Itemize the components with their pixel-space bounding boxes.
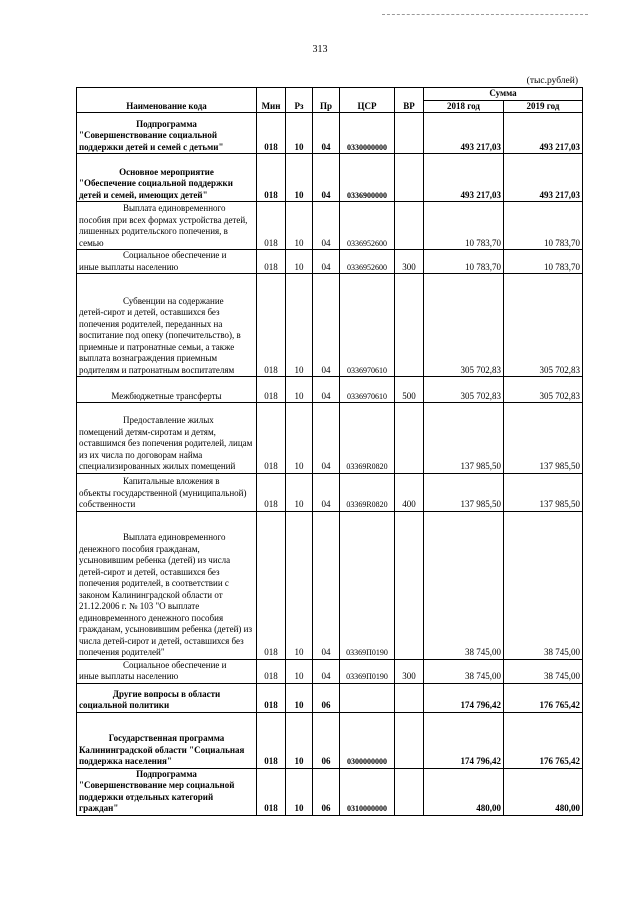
row-name-first-line: Другие вопросы в области bbox=[112, 688, 221, 699]
table-row bbox=[77, 113, 583, 154]
cell-rz: 10 bbox=[286, 473, 313, 511]
cell-vr bbox=[395, 274, 424, 377]
header-2019: 2019 год bbox=[504, 100, 583, 113]
cell-min: 018 bbox=[257, 712, 286, 768]
row-name-cell bbox=[77, 377, 257, 403]
cell-csr: 03369П0190 bbox=[340, 659, 395, 683]
cell-vr bbox=[395, 403, 424, 474]
cell-min: 018 bbox=[257, 113, 286, 154]
units-label: (тыс.рублей) bbox=[526, 76, 578, 86]
cell-min: 018 bbox=[257, 473, 286, 511]
cell-rz: 10 bbox=[286, 768, 313, 815]
cell-pr: 04 bbox=[313, 202, 340, 250]
cell-y2018: 305 702,83 bbox=[424, 274, 504, 377]
cell-pr: 04 bbox=[313, 113, 340, 154]
cell-y2018: 10 783,70 bbox=[424, 250, 504, 274]
cell-y2019: 137 985,50 bbox=[504, 473, 583, 511]
row-name-cell bbox=[77, 659, 257, 683]
row-name-rest: иные выплаты населению bbox=[79, 261, 179, 272]
row-name-cell bbox=[77, 712, 257, 768]
row-name-cell bbox=[77, 511, 257, 659]
cell-csr: 0300000000 bbox=[340, 712, 395, 768]
table-row bbox=[77, 712, 583, 768]
cell-min: 018 bbox=[257, 403, 286, 474]
row-name-cell bbox=[77, 403, 257, 474]
cell-csr: 03369R0820 bbox=[340, 473, 395, 511]
cell-min: 018 bbox=[257, 768, 286, 815]
row-name-rest: объекты государственной (муниципальной) собственности bbox=[79, 487, 247, 509]
cell-pr: 04 bbox=[313, 403, 340, 474]
row-name-first-line: Межбюджетные трансферты bbox=[111, 390, 222, 401]
cell-y2018: 137 985,50 bbox=[424, 473, 504, 511]
header-vr: ВР bbox=[395, 88, 424, 113]
cell-min: 018 bbox=[257, 683, 286, 712]
cell-vr bbox=[395, 113, 424, 154]
cell-pr: 06 bbox=[313, 768, 340, 815]
row-name-cell bbox=[77, 202, 257, 250]
top-dashed-line bbox=[382, 14, 588, 15]
cell-min: 018 bbox=[257, 202, 286, 250]
row-name-rest: Калининградской области "Социальная поддержка населения" bbox=[79, 744, 245, 766]
cell-rz: 10 bbox=[286, 250, 313, 274]
cell-csr: 0336952600 bbox=[340, 250, 395, 274]
row-name-rest: денежного пособия гражданам, усыновившим ребенка (детей) из числа детей-сирот и детей, оставшихся без попечения родителей, в соответствии с законом Калининградской области от 21.12.2006 г. № 103 "О выплате единовременного денежного пособия гражданам, усыновившим ребенка (детей) из числа детей-сирот и детей, оставшихся без попечения родителей" bbox=[79, 543, 253, 657]
table-row bbox=[77, 768, 583, 815]
cell-vr bbox=[395, 202, 424, 250]
cell-y2019: 38 745,00 bbox=[504, 511, 583, 659]
cell-vr bbox=[395, 511, 424, 659]
row-name-cell bbox=[77, 113, 257, 154]
row-name-first-line: Социальное обеспечение и bbox=[123, 250, 227, 260]
row-name-rest: "Совершенствование социальной поддержки детей и семей с детьми" bbox=[79, 130, 224, 152]
cell-pr: 04 bbox=[313, 154, 340, 202]
cell-csr: 0336970610 bbox=[340, 274, 395, 377]
cell-y2018: 493 217,03 bbox=[424, 113, 504, 154]
row-name-cell bbox=[77, 250, 257, 274]
cell-y2018: 38 745,00 bbox=[424, 659, 504, 683]
cell-y2018: 10 783,70 bbox=[424, 202, 504, 250]
cell-y2018: 174 796,42 bbox=[424, 683, 504, 712]
row-name-rest: детей-сирот и детей, оставшихся без попечения родителей, переданных на воспитание под опеку (попечительство), в приемные и патронатные семьи, а также выплата вознаграждения приемным родителям и патронатным воспитателям bbox=[79, 307, 241, 375]
cell-vr bbox=[395, 768, 424, 815]
cell-y2018: 480,00 bbox=[424, 768, 504, 815]
cell-min: 018 bbox=[257, 250, 286, 274]
cell-csr: 0330000000 bbox=[340, 113, 395, 154]
cell-rz: 10 bbox=[286, 683, 313, 712]
cell-pr: 06 bbox=[313, 683, 340, 712]
row-name-first-line: Государственная программа bbox=[108, 733, 225, 743]
cell-vr bbox=[395, 683, 424, 712]
row-name-rest: иные выплаты населению bbox=[79, 671, 179, 681]
cell-rz: 10 bbox=[286, 202, 313, 250]
cell-vr bbox=[395, 712, 424, 768]
table-row bbox=[77, 250, 583, 274]
row-name-first-line: Выплата единовременного bbox=[123, 203, 226, 213]
row-name-cell bbox=[77, 274, 257, 377]
cell-y2019: 10 783,70 bbox=[504, 202, 583, 250]
header-sum: Сумма bbox=[424, 88, 583, 101]
cell-y2019: 493 217,03 bbox=[504, 154, 583, 202]
header-csr: ЦСР bbox=[340, 88, 395, 113]
cell-vr: 500 bbox=[395, 377, 424, 403]
cell-min: 018 bbox=[257, 377, 286, 403]
cell-y2019: 480,00 bbox=[504, 768, 583, 815]
header-min: Мин bbox=[257, 88, 286, 113]
cell-min: 018 bbox=[257, 154, 286, 202]
row-name-first-line: Выплата единовременного bbox=[123, 532, 226, 542]
row-name-cell bbox=[77, 683, 257, 712]
row-name-cell bbox=[77, 154, 257, 202]
cell-y2019: 305 702,83 bbox=[504, 274, 583, 377]
cell-y2019: 38 745,00 bbox=[504, 659, 583, 683]
cell-pr: 06 bbox=[313, 712, 340, 768]
cell-y2019: 176 765,42 bbox=[504, 683, 583, 712]
cell-y2019: 493 217,03 bbox=[504, 113, 583, 154]
cell-pr: 04 bbox=[313, 473, 340, 511]
table-row bbox=[77, 154, 583, 202]
page-number: 313 bbox=[312, 44, 328, 55]
cell-csr: 03369R0820 bbox=[340, 403, 395, 474]
row-name-rest: пособия при всех формах устройства детей, лишенных родительского попечения, в семью bbox=[79, 214, 248, 248]
cell-rz: 10 bbox=[286, 113, 313, 154]
cell-csr: 0336970610 bbox=[340, 377, 395, 403]
cell-csr: 0310000000 bbox=[340, 768, 395, 815]
table-row bbox=[77, 473, 583, 511]
cell-vr bbox=[395, 154, 424, 202]
row-name-first-line: Предоставление жилых bbox=[123, 415, 214, 425]
table-row bbox=[77, 202, 583, 250]
cell-csr bbox=[340, 683, 395, 712]
cell-min: 018 bbox=[257, 659, 286, 683]
cell-y2019: 10 783,70 bbox=[504, 250, 583, 274]
cell-csr: 0336900000 bbox=[340, 154, 395, 202]
row-name-rest: помещений детям-сиротам и детям, оставшимся без попечения родителей, лицам из их числа по договорам найма специализированных жилых помещений bbox=[79, 426, 253, 471]
cell-min: 018 bbox=[257, 274, 286, 377]
row-name-cell bbox=[77, 768, 257, 815]
cell-rz: 10 bbox=[286, 377, 313, 403]
row-name-first-line: Основное мероприятие bbox=[119, 166, 214, 177]
cell-rz: 10 bbox=[286, 659, 313, 683]
cell-rz: 10 bbox=[286, 511, 313, 659]
cell-y2018: 38 745,00 bbox=[424, 511, 504, 659]
row-name-cell bbox=[77, 473, 257, 511]
cell-csr: 03369П0190 bbox=[340, 511, 395, 659]
cell-rz: 10 bbox=[286, 154, 313, 202]
table-row bbox=[77, 403, 583, 474]
header-name: Наименование кода bbox=[77, 88, 257, 113]
cell-rz: 10 bbox=[286, 274, 313, 377]
header-2018: 2018 год bbox=[424, 100, 504, 113]
row-name-first-line: Капитальные вложения в bbox=[123, 476, 220, 486]
header-rz: Рз bbox=[286, 88, 313, 113]
row-name-first-line: Подпрограмма bbox=[136, 768, 197, 779]
cell-pr: 04 bbox=[313, 250, 340, 274]
cell-min: 018 bbox=[257, 511, 286, 659]
cell-y2018: 493 217,03 bbox=[424, 154, 504, 202]
cell-pr: 04 bbox=[313, 274, 340, 377]
budget-table bbox=[76, 87, 583, 816]
cell-rz: 10 bbox=[286, 712, 313, 768]
row-name-first-line: Социальное обеспечение и bbox=[123, 659, 227, 670]
row-name-rest: социальной политики bbox=[79, 700, 170, 710]
row-name-first-line: Подпрограмма bbox=[136, 118, 197, 129]
table-row bbox=[77, 274, 583, 377]
cell-y2018: 137 985,50 bbox=[424, 403, 504, 474]
table-row bbox=[77, 683, 583, 712]
header-pr: Пр bbox=[313, 88, 340, 113]
cell-csr: 0336952600 bbox=[340, 202, 395, 250]
cell-y2018: 174 796,42 bbox=[424, 712, 504, 768]
cell-vr: 300 bbox=[395, 659, 424, 683]
cell-y2018: 305 702,83 bbox=[424, 377, 504, 403]
cell-pr: 04 bbox=[313, 377, 340, 403]
cell-pr: 04 bbox=[313, 511, 340, 659]
cell-vr: 400 bbox=[395, 473, 424, 511]
row-name-rest: "Обеспечение социальной поддержки детей и семей, имеющих детей" bbox=[79, 178, 233, 200]
row-name-rest: "Совершенствование мер социальной поддержки отдельных категорий граждан" bbox=[79, 780, 235, 813]
cell-rz: 10 bbox=[286, 403, 313, 474]
cell-pr: 04 bbox=[313, 659, 340, 683]
cell-y2019: 137 985,50 bbox=[504, 403, 583, 474]
table-row bbox=[77, 377, 583, 403]
table-row bbox=[77, 511, 583, 659]
table-row bbox=[77, 659, 583, 683]
cell-y2019: 305 702,83 bbox=[504, 377, 583, 403]
row-name-first-line: Субвенции на содержание bbox=[123, 295, 224, 306]
cell-vr: 300 bbox=[395, 250, 424, 274]
cell-y2019: 176 765,42 bbox=[504, 712, 583, 768]
